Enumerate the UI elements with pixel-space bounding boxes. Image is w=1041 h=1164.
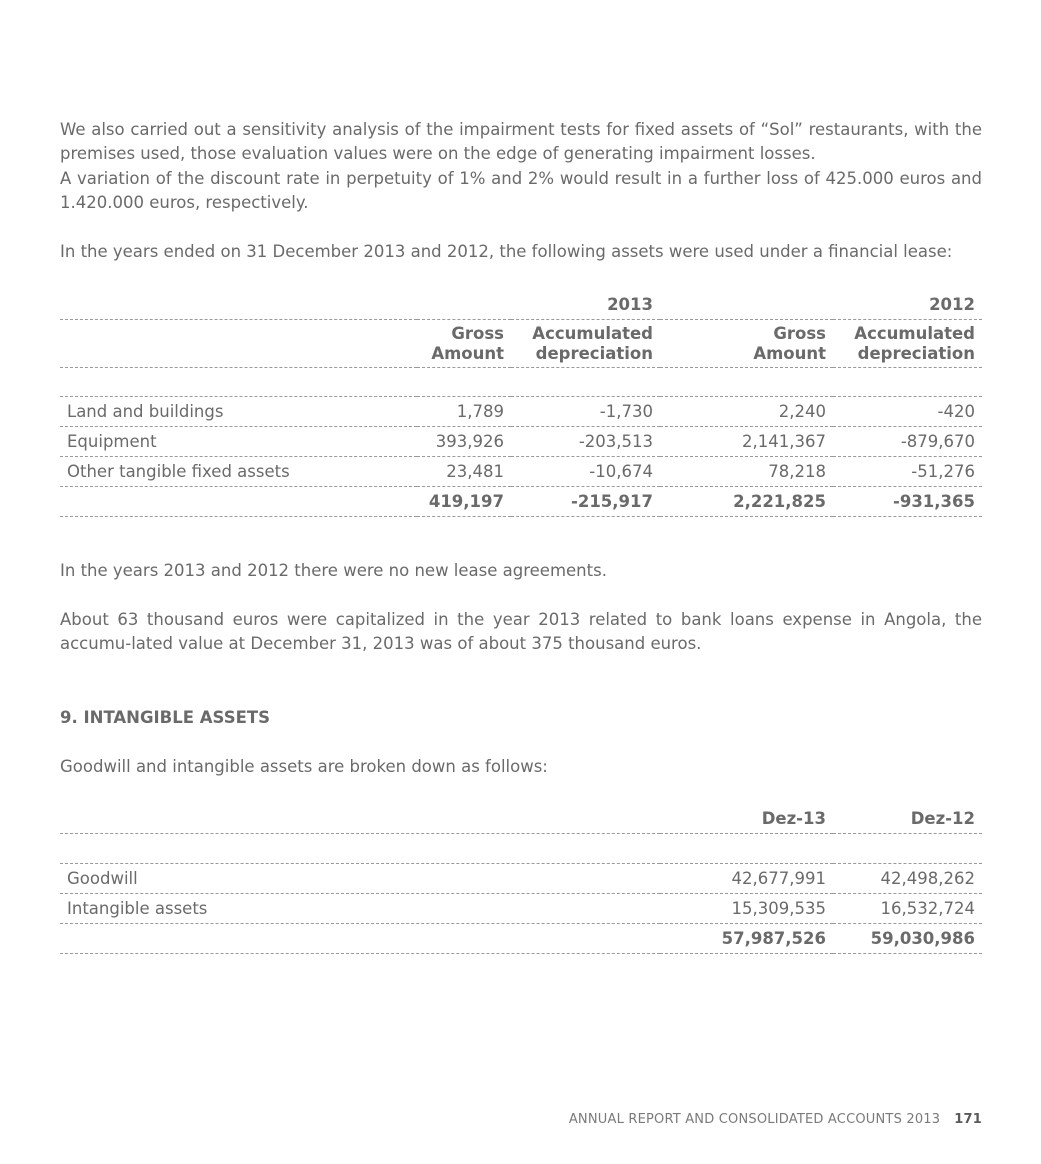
total-gross-2013: 419,197 xyxy=(417,487,511,517)
total-label xyxy=(60,924,660,954)
lease-year-spacer xyxy=(60,290,417,320)
lease-spacer-row xyxy=(60,368,982,397)
row-label: Equipment xyxy=(60,427,417,457)
total-gross-2012: 2,221,825 xyxy=(660,487,833,517)
gross-2012-cell: 2,240 xyxy=(660,397,833,427)
intangible-header-row xyxy=(60,804,982,834)
total-accum-2012: -931,365 xyxy=(833,487,982,517)
intangible-assets-table xyxy=(60,804,982,954)
accumulated-depreciation-2012-header: Accumulated depreciation xyxy=(833,320,982,368)
dez-12-header: Dez-12 xyxy=(833,804,982,834)
accum-2013-cell: -1,730 xyxy=(511,397,660,427)
dez-12-cell: 42,498,262 xyxy=(833,864,982,894)
gross-2012-cell: 2,141,367 xyxy=(660,427,833,457)
page-footer xyxy=(569,1112,982,1127)
row-label: Other tangible fixed assets xyxy=(60,457,417,487)
total-accum-2013: -215,917 xyxy=(511,487,660,517)
gross-amount-2012-header: Gross Amount xyxy=(660,320,833,368)
table-row xyxy=(60,864,982,894)
intangible-intro-paragraph: Goodwill and intangible assets are broken down as follows: xyxy=(60,757,548,776)
lease-column-header-row xyxy=(60,320,982,368)
total-label xyxy=(60,487,417,517)
sensitivity-text-1: We also carried out a sensitivity analysis of the impairment tests for fixed assets of “Sol” restaurants, with the premises used, those evaluation values were on the edge of generating impairment losses. xyxy=(60,120,982,164)
table-row xyxy=(60,427,982,457)
gross-amount-2013-header: Gross Amount xyxy=(417,320,511,368)
page-number: 171 xyxy=(954,1112,982,1127)
accum-2012-cell: -879,670 xyxy=(833,427,982,457)
lease-year-header-row xyxy=(60,290,982,320)
dez-13-cell: 15,309,535 xyxy=(660,894,833,924)
gross-2013-cell: 1,789 xyxy=(417,397,511,427)
section-heading: 9. INTANGIBLE ASSETS xyxy=(60,708,270,727)
total-dez-13: 57,987,526 xyxy=(660,924,833,954)
intangible-total-row xyxy=(60,924,982,954)
table-row xyxy=(60,894,982,924)
sensitivity-paragraph xyxy=(60,118,982,216)
accum-2013-cell: -10,674 xyxy=(511,457,660,487)
dez-13-header: Dez-13 xyxy=(660,804,833,834)
row-label: Goodwill xyxy=(60,864,660,894)
gross-2013-cell: 23,481 xyxy=(417,457,511,487)
row-label: Land and buildings xyxy=(60,397,417,427)
lease-intro-paragraph: In the years ended on 31 December 2013 and 2012, the following assets were used under a financial lease: xyxy=(60,242,953,261)
lease-total-row xyxy=(60,487,982,517)
dez-12-cell: 16,532,724 xyxy=(833,894,982,924)
sensitivity-text-2: A variation of the discount rate in perpetuity of 1% and 2% would result in a further loss of 425.000 euros and 1.420.000 euros, respectively. xyxy=(60,168,982,213)
total-dez-12: 59,030,986 xyxy=(833,924,982,954)
report-title: ANNUAL REPORT AND CONSOLIDATED ACCOUNTS 2013 xyxy=(568,1112,941,1127)
accumulated-depreciation-2013-header: Accumulated depreciation xyxy=(511,320,660,368)
year-2013-header: 2013 xyxy=(417,290,660,320)
accum-2012-cell: -420 xyxy=(833,397,982,427)
row-label: Intangible assets xyxy=(60,894,660,924)
table-row xyxy=(60,397,982,427)
dez-13-cell: 42,677,991 xyxy=(660,864,833,894)
no-new-leases-paragraph: In the years 2013 and 2012 there were no new lease agreements. xyxy=(60,561,607,580)
intangible-spacer-row xyxy=(60,834,982,864)
year-2012-header: 2012 xyxy=(660,290,982,320)
accum-2013-cell: -203,513 xyxy=(511,427,660,457)
capitalized-paragraph: About 63 thousand euros were capitalized in the year 2013 related to bank loans expense in Angola, the accumu-lated value at December 31, 2013 was of about 375 thousand euros. xyxy=(60,610,982,654)
intangible-label-header xyxy=(60,804,660,834)
finance-lease-table xyxy=(60,290,982,517)
gross-2012-cell: 78,218 xyxy=(660,457,833,487)
lease-label-header xyxy=(60,320,417,368)
gross-2013-cell: 393,926 xyxy=(417,427,511,457)
accum-2012-cell: -51,276 xyxy=(833,457,982,487)
table-row xyxy=(60,457,982,487)
